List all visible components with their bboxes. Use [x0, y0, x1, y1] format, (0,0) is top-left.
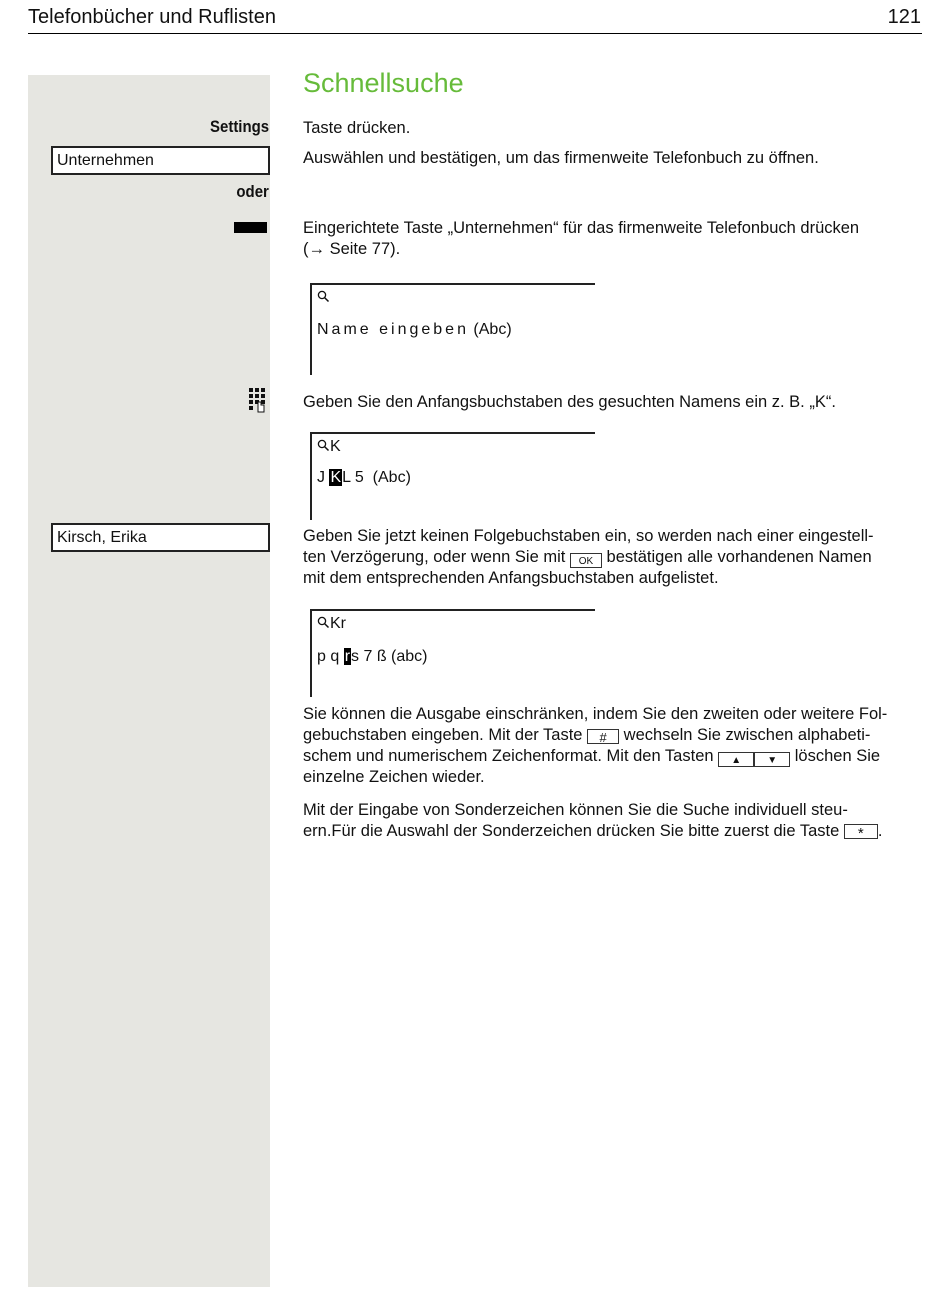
text-fragment: ern.Für die Auswahl der Sonderzeichen drücken Sie bitte zuerst die Taste — [303, 822, 840, 840]
phone-display-3 — [310, 609, 595, 697]
text-fragment: bestätigen alle vorhandenen Namen — [606, 548, 872, 566]
sidebar — [28, 75, 270, 1287]
section-title: Schnellsuche — [303, 68, 464, 98]
text-fragment: löschen Sie — [794, 747, 881, 765]
input-mode: (Abc) — [372, 469, 411, 486]
keypad-icon — [249, 388, 269, 414]
search-query: K — [330, 438, 341, 455]
paragraph-select-confirm: Auswählen und bestätigen, um das firmenweite Telefonbuch zu öffnen. — [303, 149, 819, 167]
paragraph-special-chars: Mit der Eingabe von Sonderzeichen können Sie die Suche individuell steu- ern.Für die Auswahl der Sonderzeichen drücken Sie bitte zuerst die Taste * . — [303, 800, 923, 842]
char-before: p q — [317, 648, 340, 665]
oder-label: oder — [236, 182, 269, 201]
selected-char: K — [330, 469, 342, 486]
text-line: (→ Seite 77). — [303, 240, 401, 258]
text-line: Mit der Eingabe von Sonderzeichen können Sie die Suche individuell steu- — [303, 801, 848, 819]
text-line: Sie können die Ausgabe einschränken, indem Sie den zweiten oder weitere Fol- — [303, 705, 888, 723]
paragraph-restrict-output — [303, 704, 923, 788]
selected-char: r — [344, 648, 351, 665]
char-before: J — [317, 469, 325, 486]
input-mode: (Abc) — [473, 321, 512, 338]
text-fragment: ten Verzögerung, oder wenn Sie mit — [303, 548, 566, 566]
input-mode: (abc) — [391, 648, 428, 665]
magnifier-icon — [317, 439, 330, 452]
up-key[interactable]: ▲ — [718, 752, 754, 767]
display-unternehmen[interactable]: Unternehmen — [51, 146, 270, 175]
text-line: mit dem entsprechenden Anfangsbuchstaben aufgelistet. — [303, 569, 719, 587]
text-fragment: wechseln Sie zwischen alphabeti- — [623, 726, 871, 744]
text-line: Eingerichtete Taste „Unternehmen“ für das firmenweite Telefonbuch drücken — [303, 219, 860, 237]
magnifier-icon — [317, 616, 330, 629]
text-fragment: schem und numerischem Zeichenformat. Mit den Tasten — [303, 747, 714, 765]
page-number: 121 — [887, 6, 921, 28]
text-fragment: gebuchstaben eingeben. Mit der Taste — [303, 726, 583, 744]
phone-display-1 — [310, 283, 595, 375]
search-query: Kr — [330, 615, 346, 632]
header-title: Telefonbücher und Ruflisten — [28, 6, 276, 28]
ok-key[interactable]: OK — [570, 553, 602, 568]
text-line: einzelne Zeichen wieder. — [303, 768, 485, 786]
text-line: Geben Sie jetzt keinen Folgebuchstaben ein, so werden nach einer eingestell- — [303, 527, 874, 545]
function-key-icon — [234, 222, 267, 233]
magnifier-icon — [317, 290, 330, 303]
char-after: L 5 — [342, 469, 364, 486]
char-after: s 7 ß — [351, 648, 387, 665]
paragraph-press-key: Taste drücken. — [303, 119, 411, 137]
paragraph-no-more-letters — [303, 526, 923, 589]
hash-key[interactable]: # — [587, 729, 619, 744]
display-kirsch-erika[interactable]: Kirsch, Erika — [51, 523, 270, 552]
settings-label: Settings — [209, 117, 269, 136]
star-key[interactable]: * — [844, 824, 878, 839]
down-key[interactable]: ▼ — [754, 752, 790, 767]
paragraph-function-key — [303, 218, 923, 260]
header-rule — [28, 33, 922, 34]
display-prompt: Name eingeben — [317, 321, 469, 338]
paragraph-enter-initial: Geben Sie den Anfangsbuchstaben des gesuchten Namens ein z. B. „K“. — [303, 393, 836, 411]
phone-display-2 — [310, 432, 595, 520]
